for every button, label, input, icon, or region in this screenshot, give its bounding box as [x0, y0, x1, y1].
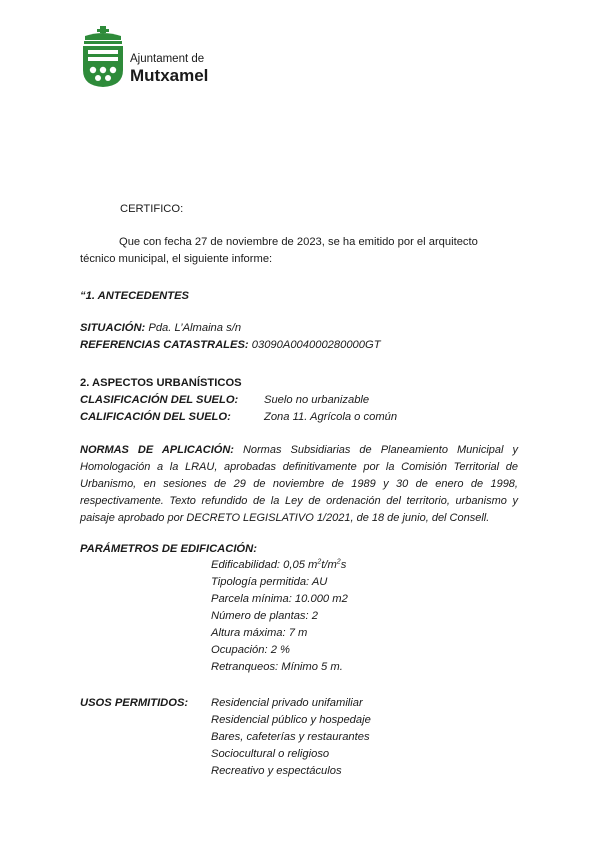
section-1-title: “1. ANTECEDENTES	[80, 290, 189, 302]
normas-label: NORMAS DE APLICACIÓN:	[80, 444, 234, 456]
normas-paragraph	[80, 442, 518, 527]
referencias-label: REFERENCIAS CATASTRALES:	[80, 339, 249, 351]
param-edif-sup1: 2	[317, 558, 322, 566]
situacion-label: SITUACIÓN:	[80, 322, 146, 334]
normas-line: de Urbanismo, en sesiones de 29 de noviembre de 1989 y 30 de enero de 1998,	[80, 461, 519, 490]
param-plantas: Número de plantas: 2	[211, 610, 318, 622]
usos-label: USOS PERMITIDOS:	[80, 697, 189, 709]
calificacion-value: Zona 11. Agrícola o común	[264, 411, 398, 423]
certifico-heading: CERTIFICO:	[120, 203, 184, 215]
param-edif-mid: t/m	[321, 559, 337, 571]
mutxamel-crest-logo	[80, 26, 126, 88]
param-edificabilidad-text: Edificabilidad: 0,05 m	[211, 559, 318, 571]
section-2-title: 2. ASPECTOS URBANÍSTICOS	[80, 377, 242, 389]
normas-line: Homologación a la LRAU, aprobadas definitivamente por la Comisión Territorial	[80, 461, 500, 473]
intro-line-2: técnico municipal, el siguiente informe:	[80, 253, 273, 265]
normas-line: junio, del Consell.	[402, 512, 490, 524]
normas-line: Normas Subsidiarias de Planeamiento Municipal y	[242, 444, 518, 456]
normas-line: urbanismo y paisaje aprobado por DECRETO LEGISLATIVO 1/2021, de 18 de	[80, 495, 518, 524]
uso-item: Bares, cafeterías y restaurantes	[211, 731, 370, 743]
param-retranqueos: Retranqueos: Mínimo 5 m.	[211, 661, 343, 673]
normas-line: respectivamente. Texto refundido de la Ley de ordenación del territorio,	[80, 495, 450, 507]
parametros-label: PARÁMETROS DE EDIFICACIÓN:	[80, 543, 257, 555]
param-tipologia: Tipología permitida: AU	[211, 576, 328, 588]
param-altura: Altura máxima: 7 m	[211, 627, 308, 639]
situacion-row	[80, 320, 241, 337]
situacion-value: Pda. L’Almaina s/n	[148, 322, 242, 334]
uso-item: Recreativo y espectáculos	[211, 765, 342, 777]
clasificacion-value: Suelo no urbanizable	[264, 394, 370, 406]
param-ocupacion: Ocupación: 2 %	[211, 644, 290, 656]
org-name-line2: Mutxamel	[130, 66, 209, 85]
param-edif-sup2: 2	[336, 558, 341, 566]
referencias-value: 03090A004000280000GT	[251, 339, 381, 351]
uso-item: Sociocultural o religioso	[211, 748, 330, 760]
referencias-row	[80, 337, 381, 354]
org-name-line1: Ajuntament de	[130, 53, 205, 65]
param-edificabilidad	[211, 557, 346, 574]
param-parcela: Parcela mínima: 10.000 m2	[211, 593, 348, 605]
uso-item: Residencial privado unifamiliar	[211, 697, 363, 709]
calificacion-label: CALIFICACIÓN DEL SUELO:	[80, 411, 231, 423]
uso-item: Residencial público y hospedaje	[211, 714, 371, 726]
org-name	[130, 52, 208, 86]
intro-line-1: Que con fecha 27 de noviembre de 2023, se ha emitido por el arquitecto	[119, 236, 478, 248]
clasificacion-label: CLASIFICACIÓN DEL SUELO:	[80, 394, 239, 406]
param-edif-end: s	[340, 559, 347, 571]
